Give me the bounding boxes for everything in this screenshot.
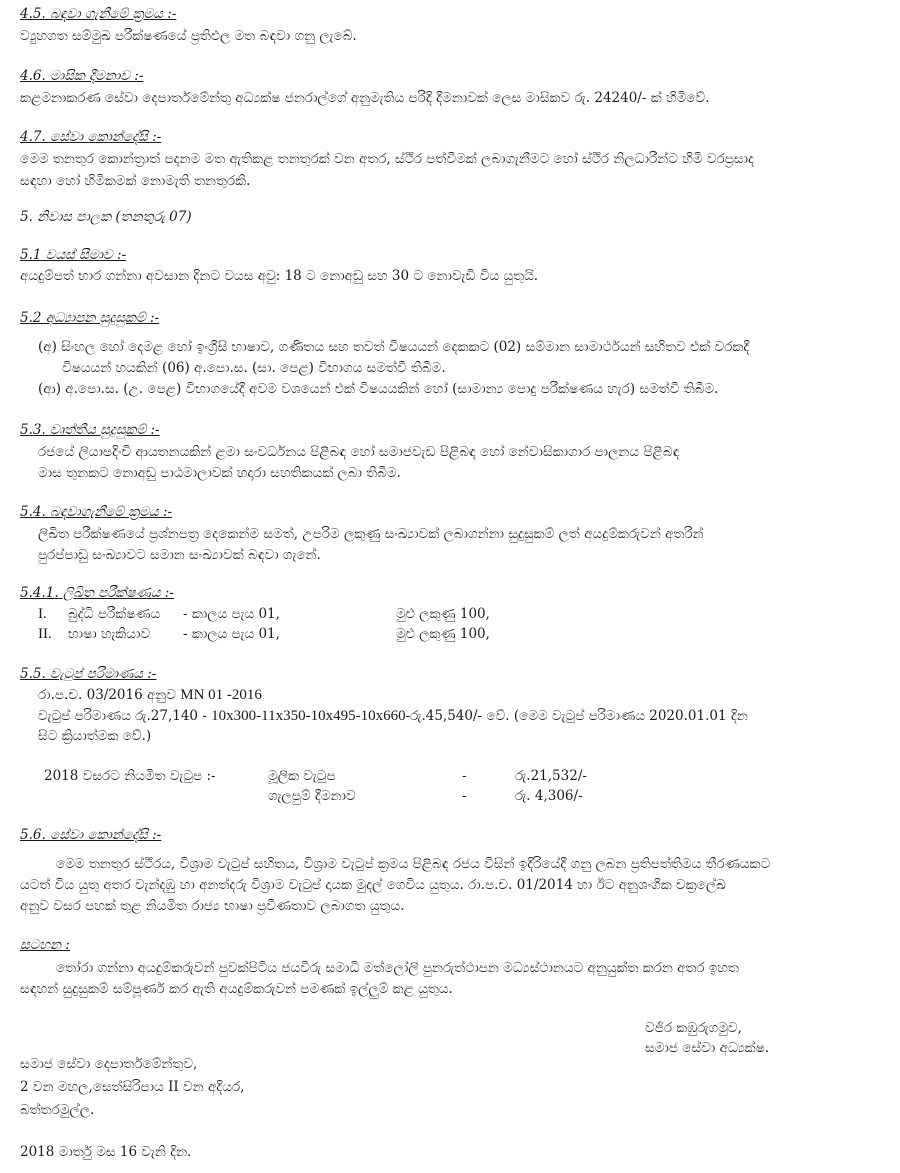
- section-5-4-heading: 5.4. බඳවාගැනීමේ ක්‍රමය :-: [20, 504, 173, 520]
- basic-salary-label: මූලික වැටුප: [268, 768, 336, 784]
- note-line-2: සඳහන් සුදුසුකම් සම්පූර්ණ කර ඇති අයදුම්කරුවන් පමණක් ඉල්ලුම් කළ යුතුය.: [20, 981, 453, 997]
- section-5-3-line-2: මාස තුනකට නොඅඩු පාඨමාලාවක් හදාරා සහතිකයක් ලබා තිබීම.: [38, 465, 401, 481]
- section-4-7-line-2: සඳහා හෝ හිමිකමක් නොමැති තනතුරකි.: [20, 173, 251, 189]
- section-5-6-line-3: අනුව වසර පහක් තුළ නියමිත රාජ්‍ය භාෂා ප්‍රවීණතාව ලබාගත යුතුය.: [20, 898, 405, 914]
- address-line-1: සමාජ සේවා දෙපාර්තමේන්තුව,: [20, 1056, 198, 1072]
- exam-row-2-number: II.: [38, 626, 52, 642]
- address-line-2: 2 වන මහල,සෙත්සිරිපාය II වන අදියර,: [20, 1079, 245, 1095]
- section-5-6-line-1: මෙම තනතුර ස්ථිරය, විශ්‍රාම වැටුප් සහිතය, විශ්‍රාම වැටුප් ක්‍රමය පිළිබඳ රජය විසින් ඉදිරියේදී ගනු ලබන ප්‍රතිපත්තිමය තීරණයකට: [56, 856, 771, 872]
- adjustment-allowance-dash: -: [462, 788, 467, 804]
- section-5-5-heading: 5.5. වැටුප් පරිමාණය :-: [20, 666, 157, 682]
- adjustment-allowance-amount: රු. 4,306/-: [515, 788, 583, 804]
- section-5-2-heading: 5.2 අධ්‍යාපන සුදුසුකම් :-: [20, 310, 160, 326]
- signatory-name: වජිර කඹුරුගමුව,: [645, 1020, 742, 1036]
- exam-row-1-number: I.: [38, 606, 47, 622]
- basic-salary-amount: රු.21,532/-: [515, 768, 587, 784]
- section-5-4-line-2: පුරප්පාඩු සංඛ්‍යාවට සමාන සංඛ්‍යාවක් බඳවා ගැනේ.: [38, 547, 321, 563]
- note-heading: සටහන :: [20, 937, 70, 953]
- basic-salary-dash: -: [462, 768, 467, 784]
- salary-circular-text: රා.ප.ච. 03/2016 අනුව: [38, 687, 181, 703]
- exam-row-1-marks: මුළු ලකුණු 100,: [396, 606, 490, 622]
- signatory-title: සමාජ සේවා අධ්‍යක්ෂ.: [645, 1040, 770, 1056]
- section-5-6-heading: 5.6. සේවා කොන්දේසි :-: [20, 827, 162, 843]
- qualification-a-line-1: (අ) සිංහල හෝ දෙමළ හෝ ඉංග්‍රීසි භාෂාව, ගණිතය සහ තවත් විෂයයන් දෙකකට (02) සම්මාන සාමාර්ථයන් සහිතව එක් වරකදී: [38, 339, 750, 355]
- document-date: 2018 මාර්තු මස 16 වැනි දින.: [20, 1144, 192, 1160]
- exam-row-2-marks: මුළු ලකුණු 100,: [396, 626, 490, 642]
- salary-scale-increments: 10x300-11x350-10x495-10x660: [211, 708, 406, 724]
- section-4-7-heading: 4.7. සේවා කොන්දේසි :-: [20, 129, 162, 145]
- section-5-6-line-2: යටත් විය යුතු අතර වැන්දඹු හා අනත්දරු විශ්‍රාම වැටුප් දායක මුදල් ගෙවිය යුතුය. රා.ප.ච. 01/2014 හා ඊට අනුශංගික චක්‍රලේඛ: [20, 877, 726, 893]
- salary-scale-start: වැටුප් පරිමාණය රු.27,140 -: [38, 708, 212, 724]
- section-5-heading: 5. නිවාස පාලක (තනතුරු 07): [20, 209, 192, 225]
- section-4-5-text: ව්‍යුහගත සම්මුඛ පරීක්ෂණයේ ප්‍රතිඵල මත බඳවා ගනු ලැබේ.: [20, 28, 357, 44]
- section-4-7-line-1: මෙම තනතුර කොන්ත්‍රාත් පදනම මත ඇතිකළ තනතුරක් වන අතර, ස්ථිර පත්වීමක් ලබාගැනීමට හෝ ස්ථිර නිලධාරීන්ට හිමි වරප්‍රසාද: [20, 151, 754, 167]
- section-5-1-heading: 5.1 වයස් සීමාව :-: [20, 247, 127, 263]
- salary-circular-line: [38, 685, 262, 706]
- section-5-1-text: අයදුම්පත් භාර ගන්නා අවසාන දිනට වයස අවු: 18 ට නොඅඩු සහ 30 ට නොවැඩි විය යුතුයි.: [20, 268, 539, 284]
- exam-row-2-duration: - කාලය පැය 01,: [183, 626, 280, 642]
- section-4-5-heading: 4.5. බඳවා ගැනීමේ ක්‍රමය :-: [20, 6, 177, 22]
- section-4-6-heading: 4.6. මාසික දීමනාව :-: [20, 68, 144, 84]
- salary-2018-label: 2018 වසරට නියමිත වැටුප :-: [44, 768, 216, 784]
- section-5-4-1-heading: 5.4.1. ලිඛිත පරීක්ෂණය :-: [20, 585, 174, 601]
- section-5-3-line-1: රජයේ ලියාපදිංචි ආයතනයකින් ළමා සංවර්ධනය පිළිබඳ හෝ සමාජවැඩ පිළිබඳ හෝ නේවාසිකාගාර පාලනය පිළිබඳ: [38, 444, 680, 460]
- salary-scale-line-1: [38, 706, 748, 727]
- salary-scale-line-2: සිට ක්‍රියාත්මක වේ.): [38, 728, 152, 744]
- salary-circular-code: MN 01 -2016: [180, 687, 262, 703]
- qualification-b-line: (ආ) අ.පො.ස. (උ. පෙළ) විභාගයේදී අවම වශයෙන් එක් විෂයයකින් හෝ (සාමාන්‍ය පොදු පරීක්ෂණය හැර) සමත්වී තිබීම.: [38, 381, 719, 397]
- section-5-3-heading: 5.3. වෘත්තීය සුදුසුකම් :-: [20, 422, 160, 438]
- exam-row-2-subject: භාෂා හැකියාව: [68, 626, 151, 642]
- qualification-a-line-2: විෂයයන් හයකින් (06) අ.පො.ස. (සා. පෙළ) විභාගය සමත්වී තිබීම.: [62, 360, 446, 376]
- exam-row-1-subject: බුද්ධි පරීක්ෂණය: [68, 606, 161, 622]
- section-5-4-line-1: ලිඛිත පරීක්ෂණයේ ප්‍රශ්නපත්‍ර දෙකෙන්ම සමත්, උපරිම ලකුණු සංඛ්‍යාවක් ලබාගන්නා සුදුසුකම් ලත් අයදුම්කරුවන් අතරින්: [38, 526, 704, 542]
- exam-row-1-duration: - කාලය පැය 01,: [183, 606, 280, 622]
- section-4-6-text: කළමනාකරණ සේවා දෙපාර්තමේන්තු අධ්‍යක්ෂ ජනරාල්ගේ අනුමැතිය පරිදි දීමනාවක් ලෙස මාසිකව රු. 24240/- ක් හිමිවේ.: [20, 90, 710, 106]
- adjustment-allowance-label: ගැලපුම් දීමනාව: [268, 788, 356, 804]
- note-line-1: තෝරා ගන්නා අයදුම්කරුවන් පුවක්පිටිය ජයවිරු සමාධි මත්ලෝලි පුනරුත්ථාපන මධ්‍යස්ථානයට අනුයුක්ත කරන අතර ඉහත: [56, 960, 739, 976]
- address-line-3: බත්තරමුල්ල.: [20, 1102, 95, 1118]
- salary-scale-end: -රු.45,540/- වේ. (මෙම වැටුප් පරිමාණය 2020.01.01 දින: [405, 708, 748, 724]
